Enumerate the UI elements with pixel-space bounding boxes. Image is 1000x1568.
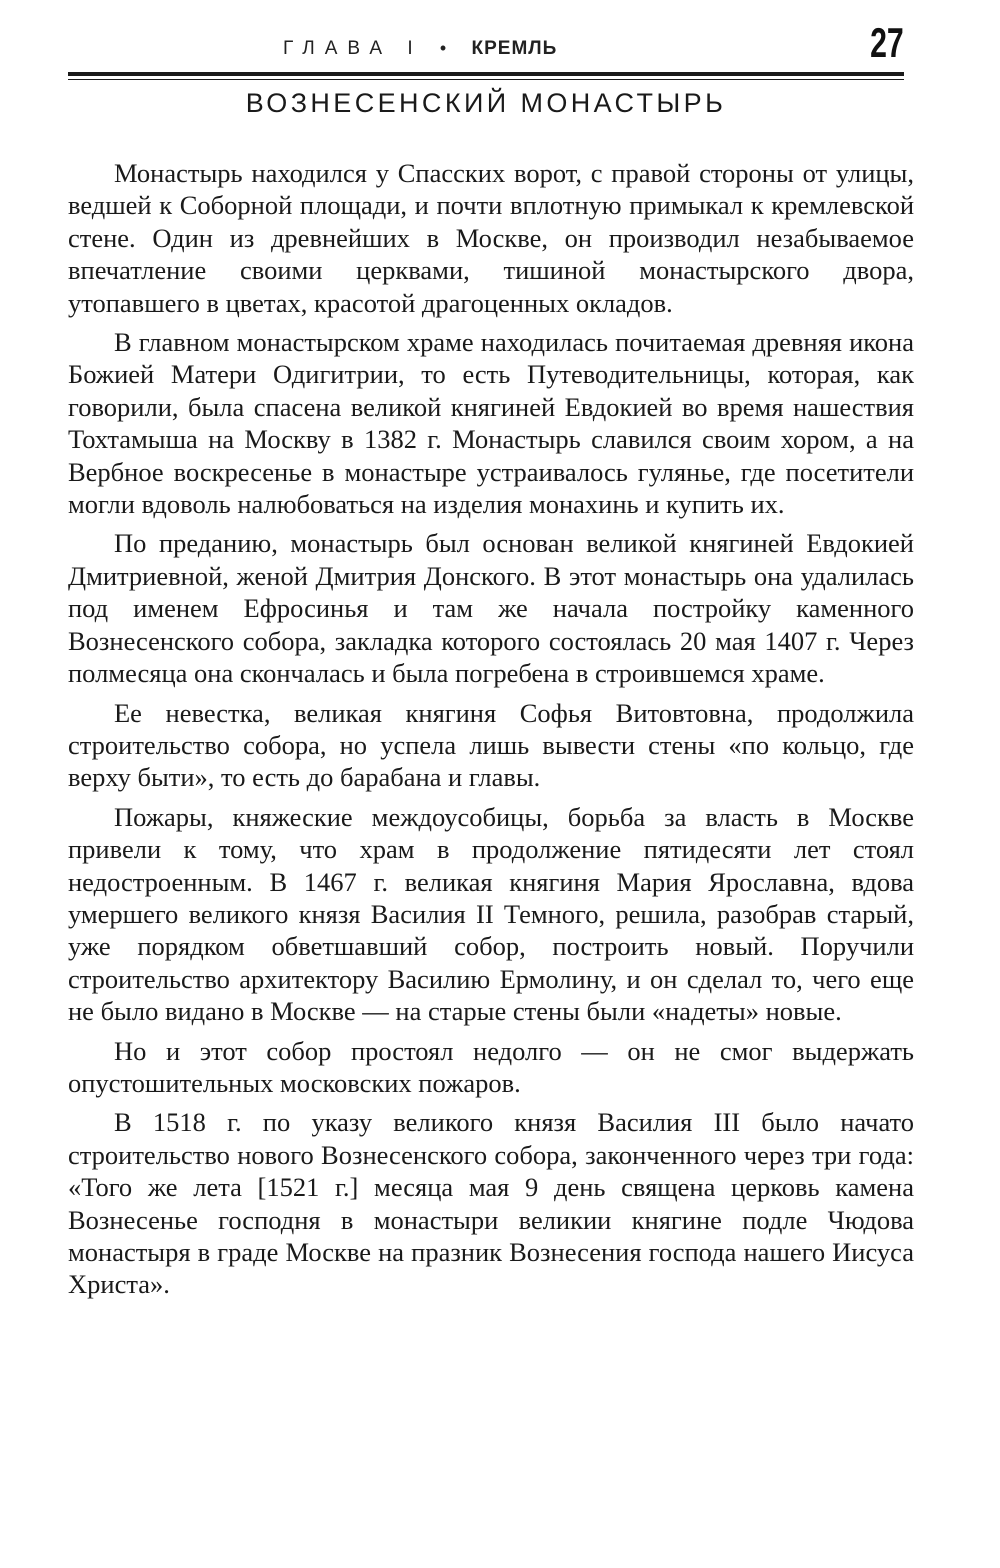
paragraph-2: В главном монастырском храме находилась почитаемая древняя икона Божией Матери Одигитрии, то есть Путеводительницы, которая, как говорили, была спасена великой княгиней Евдокией во время нашествия Тохтамыша на Москву в 1382 г. Монастырь славился своим хором, а на Вербное воскресенье в монастыре устраивалось гулянье, где посетители могли вдоволь налюбоваться на изделия монахинь и купить их. (68, 327, 914, 520)
chapter-label: ГЛАВА I (283, 38, 423, 59)
paragraph-7: В 1518 г. по указу великого князя Василия III было начато строительство нового Вознесенского собора, законченного через три года: «Того же лета [1521 г.] месяца мая 9 день священа церковь камена Вознесенье господня в монастыри великии княгине подле Чюдова монастыря в граде Москве на празник Вознесения господа нашего Иисуса Христа». (68, 1107, 914, 1300)
paragraph-5: Пожары, княжеские междоусобицы, борьба за власть в Москве привели к тому, что храм в продолжение пятидесяти лет стоял недостроенным. В 1467 г. великая княгиня Мария Ярославна, вдова умершего великого князя Василия II Темного, решила, разобрав старый, уже порядком обветшавший собор, построить новый. Поручили строительство архитектору Василию Ермолину, и он сделал то, чего еще не было видано в Москве — на старые стены были «надеты» новые. (68, 801, 914, 1027)
article-body (68, 157, 914, 1308)
paragraph-4: Ее невестка, великая княгиня Софья Витовтовна, продолжила строительство собора, но успела лишь вывести стены «по кольцо, где верху быти», то есть до барабана и главы. (68, 697, 914, 793)
section-label: КРЕМЛЬ (471, 38, 558, 59)
running-header (68, 20, 904, 72)
chapter-heading (283, 38, 557, 60)
page-number: 27 (870, 19, 904, 66)
header-rule-thin (68, 79, 904, 80)
header-separator: • (439, 38, 447, 58)
article-title: ВОЗНЕСЕНСКИЙ МОНАСТЫРЬ (245, 88, 727, 118)
paragraph-6: Но и этот собор простоял недолго — он не смог выдержать опустошительных московских пожаров. (68, 1035, 914, 1098)
header-rule-thick (68, 72, 904, 76)
paragraph-1: Монастырь находился у Спасских ворот, с правой стороны от улицы, ведшей к Соборной площади, и почти вплотную примыкал к кремлевской стене. Один из древнейших в Москве, он производил незабываемое впечатление своими церквами, тишиной монастырского двора, утопавшего в цветах, красотой драгоценных окладов. (68, 158, 914, 318)
paragraph-3: По преданию, монастырь был основан великой княгиней Евдокией Дмитриевной, женой Дмитрия Донского. В этот монастырь она удалилась под именем Ефросинья и там же начала постройку каменного Вознесенского собора, закладка которого состоялась 20 мая 1407 г. Через полмесяца она скончалась и была погребена в строившемся храме. (68, 528, 914, 689)
